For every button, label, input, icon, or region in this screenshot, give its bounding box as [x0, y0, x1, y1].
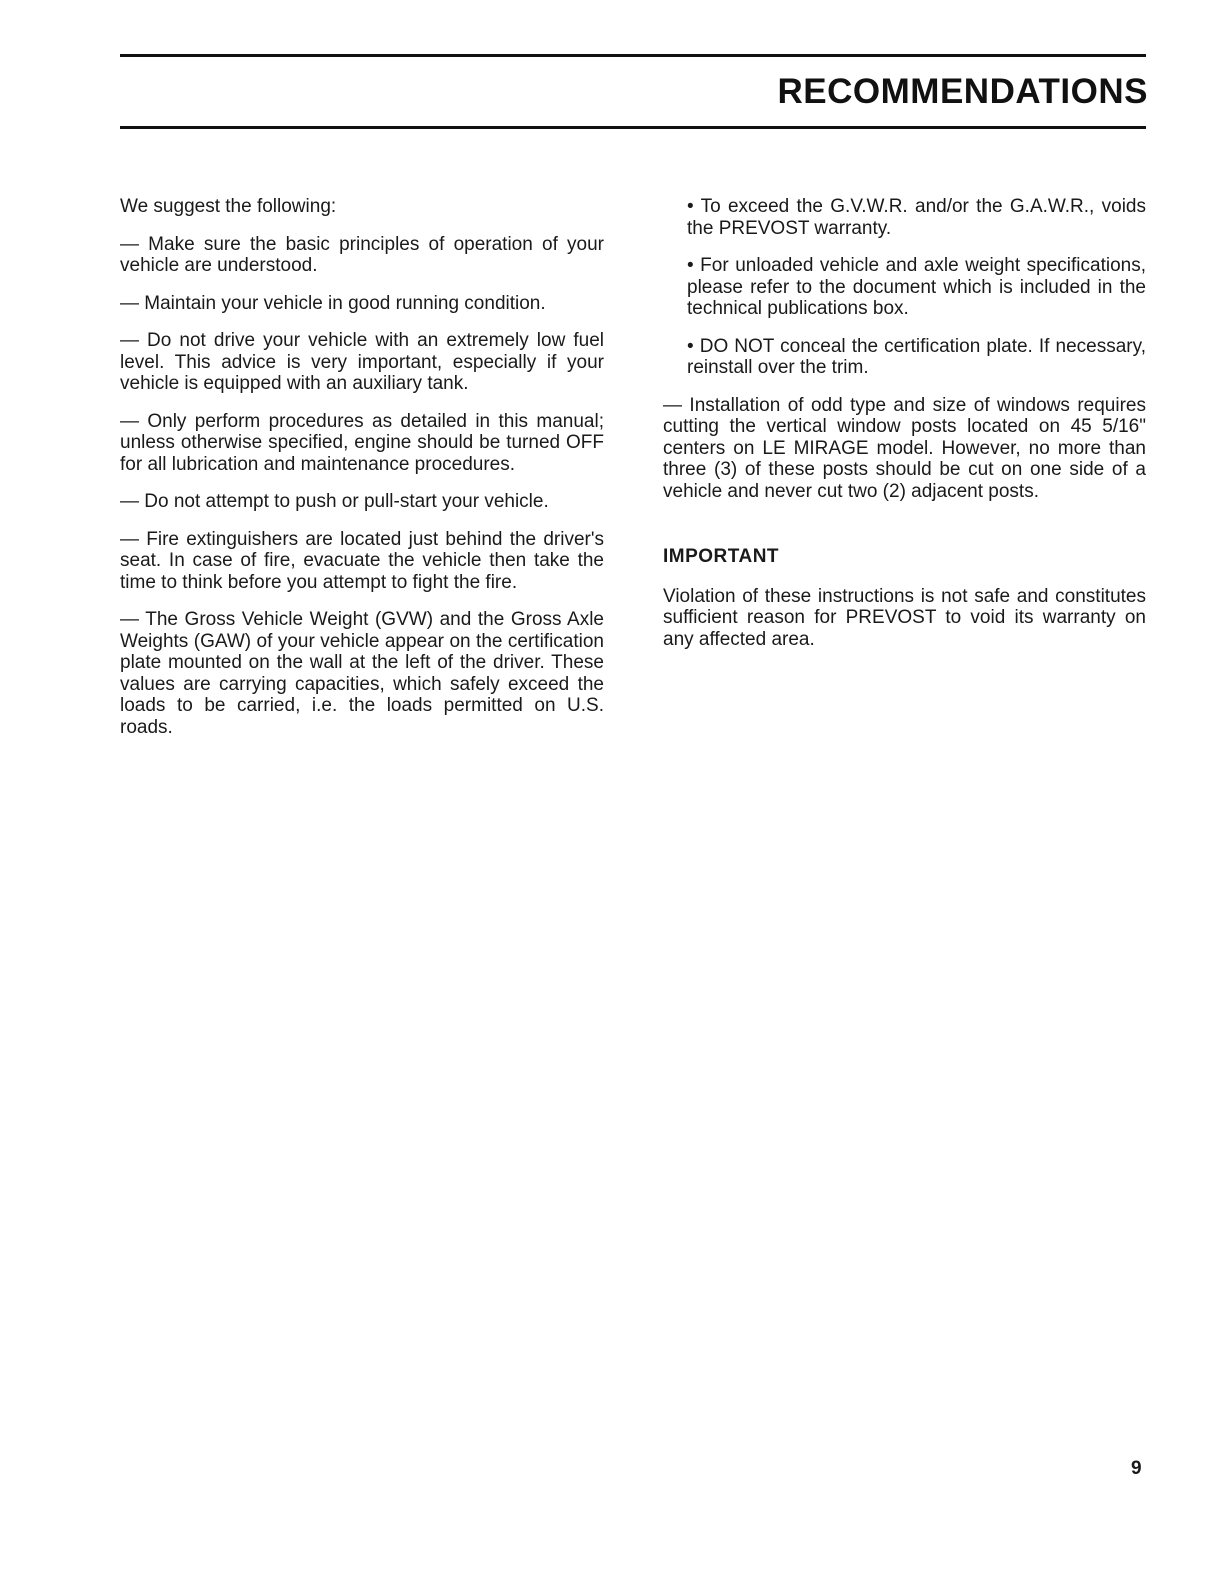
header-bottom-rule [120, 126, 1146, 129]
recommendation-item: — Only perform procedures as detailed in this manual; unless otherwise specified, engine should be turned OFF for all lubrication and maintenance procedures. [120, 410, 604, 475]
bullet-item: • To exceed the G.V.W.R. and/or the G.A.W.R., voids the PREVOST warranty. [687, 196, 1146, 239]
recommendation-item: — Maintain your vehicle in good running condition. [120, 292, 546, 314]
important-heading: IMPORTANT [663, 546, 780, 567]
recommendation-item: — Do not drive your vehicle with an extremely low fuel level. This advice is very important, especially if your vehicle is equipped with an auxiliary tank. [120, 330, 604, 394]
right-column [663, 196, 1146, 666]
left-column [120, 196, 604, 754]
recommendation-item: — Do not attempt to push or pull-start your vehicle. [120, 491, 549, 512]
page-title: RECOMMENDATIONS [777, 72, 1148, 111]
recommendation-item: — Fire extinguishers are located just behind the driver's seat. In case of fire, evacuate the vehicle then take the time to think before you attempt to fight the fire. [120, 528, 604, 593]
intro-text: We suggest the following: [120, 196, 337, 217]
header-top-rule [120, 54, 1146, 57]
bullet-item: • DO NOT conceal the certification plate. If necessary, reinstall over the trim. [687, 335, 1146, 378]
recommendation-item: — Make sure the basic principles of operation of your vehicle are understood. [120, 233, 604, 276]
installation-note: — Installation of odd type and size of windows requires cutting the vertical window posts located on 45 5/16" centers on LE MIRAGE model. However, no more than three (3) of these posts should be cut on one side of a vehicle and never cut two (2) adjacent posts. [663, 394, 1146, 502]
recommendation-item: — The Gross Vehicle Weight (GVW) and the Gross Axle Weights (GAW) of your vehicle appear on the certification plate mounted on the wall at the left of the driver. These values are carrying capacities, which safely exceed the loads to be carried, i.e. the loads permitted on U.S. roads. [120, 609, 604, 738]
bullet-item: • For unloaded vehicle and axle weight specifications, please refer to the document which is included in the technical publications box. [687, 255, 1146, 319]
important-text: Violation of these instructions is not safe and constitutes sufficient reason for PREVOST to void its warranty on any affected area. [663, 585, 1146, 650]
page-number: 9 [1131, 1458, 1142, 1479]
